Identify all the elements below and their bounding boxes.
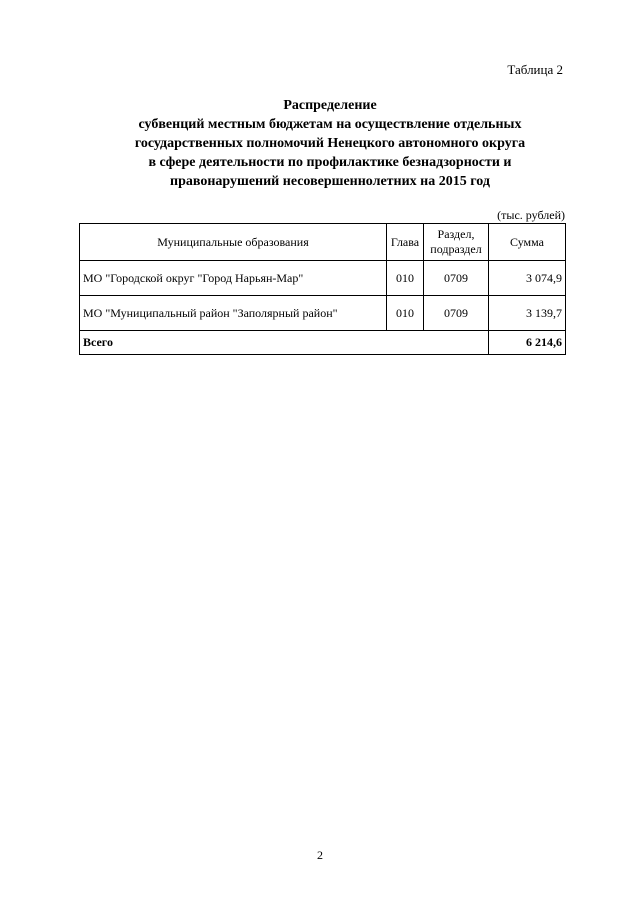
document-title	[60, 96, 600, 191]
total-sum: 6 214,6	[489, 331, 566, 355]
column-header-municipality: Муниципальные образования	[80, 224, 387, 261]
column-header-section: Раздел, подраздел	[424, 224, 489, 261]
total-label: Всего	[80, 331, 489, 355]
title-line: в сфере деятельности по профилактике безнадзорности и	[148, 155, 512, 170]
cell-head: 010	[387, 296, 424, 331]
cell-head: 010	[387, 261, 424, 296]
column-header-head: Глава	[387, 224, 424, 261]
budget-table	[79, 223, 566, 355]
total-row	[80, 331, 566, 355]
table-header-row	[80, 224, 566, 261]
cell-sum: 3 074,9	[489, 261, 566, 296]
units-label: (тыс. рублей)	[497, 208, 565, 222]
cell-municipality: МО "Городской округ "Город Нарьян-Мар"	[80, 261, 387, 296]
column-header-sum: Сумма	[489, 224, 566, 261]
title-line: правонарушений несовершеннолетних на 2015 год	[170, 174, 490, 189]
title-line: государственных полномочий Ненецкого автономного округа	[134, 136, 526, 151]
cell-section: 0709	[424, 296, 489, 331]
table-row	[80, 296, 566, 331]
table-row	[80, 261, 566, 296]
title-line: Распределение	[283, 98, 377, 113]
title-line: субвенций местным бюджетам на осуществление отдельных	[138, 117, 522, 132]
cell-municipality: МО "Муниципальный район "Заполярный район"	[80, 296, 387, 331]
cell-section: 0709	[424, 261, 489, 296]
page-number: 2	[317, 848, 323, 862]
cell-sum: 3 139,7	[489, 296, 566, 331]
table-label: Таблица 2	[507, 62, 563, 77]
